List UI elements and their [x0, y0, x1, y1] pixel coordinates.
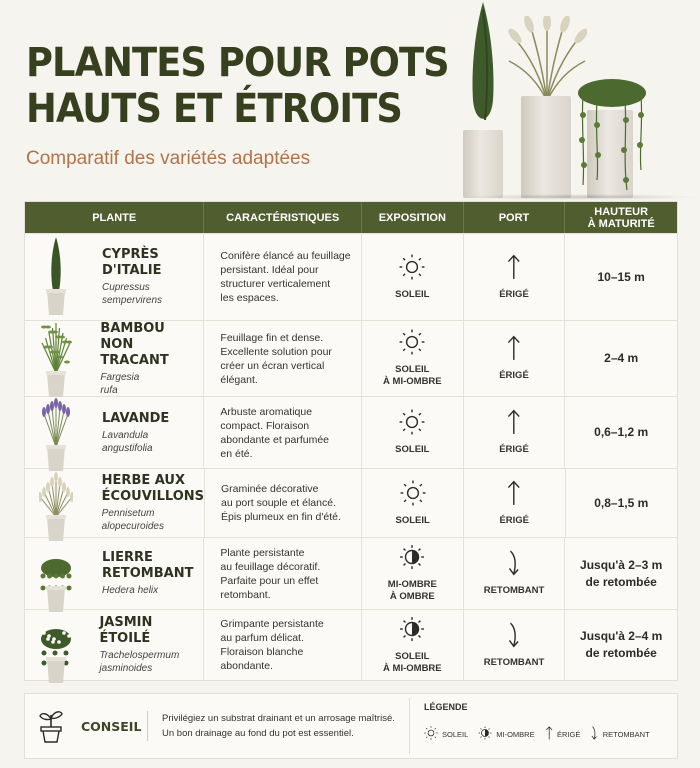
exposure-label: SOLEIL — [395, 444, 430, 455]
mature-height: 0,6–1,2 m — [594, 425, 649, 439]
arrow-up-icon — [545, 726, 553, 742]
legend-items — [424, 726, 650, 742]
habit-label: ÉRIGÉ — [499, 514, 529, 526]
plant-names — [87, 615, 203, 675]
plant-name: LAVANDE — [102, 410, 170, 426]
exposure-label: SOLEIL — [395, 288, 430, 300]
habit-label: RETOMBANT — [483, 656, 545, 668]
table-header — [25, 202, 677, 233]
plant-pot-icon — [25, 709, 77, 743]
plant-cell — [25, 397, 204, 468]
plant-thumbnail — [25, 538, 90, 609]
sun-icon — [424, 726, 438, 742]
hero-pot-middle — [521, 96, 571, 198]
half-shade-icon — [399, 544, 425, 575]
legend-label: RETOMBANT — [602, 729, 650, 739]
mature-height: Jusqu'à 2–4 m de retombée — [580, 629, 663, 660]
plant-names — [90, 247, 162, 307]
hero-cypress-foliage — [463, 0, 503, 135]
habit-cell — [464, 321, 566, 396]
plant-thumbnail — [25, 234, 90, 320]
hero-pot-left — [463, 130, 503, 198]
legend-label: SOLEIL — [442, 729, 469, 739]
sun-icon — [399, 254, 425, 285]
tip-title: CONSEIL — [81, 718, 142, 734]
plant-thumbnail — [25, 610, 87, 680]
plant-latin-name: Hedera helix — [102, 585, 159, 596]
legend-label: ÉRIGÉ — [557, 729, 581, 739]
plant-description: Feuillage fin et dense. Excellente solution pour créer un écran vertical élégant. — [204, 321, 362, 396]
arrow-trailing-icon — [590, 726, 598, 742]
page-title-line-2: HAUTS ET ÉTROITS — [26, 86, 402, 132]
plant-names — [90, 473, 204, 533]
table-body — [25, 233, 677, 680]
page-title-line-1: PLANTES POUR POTS — [26, 40, 449, 86]
legend-item — [478, 726, 534, 742]
plant-description: Conifère élancé au feuillage persistant. Idéal pour structurer verticalement les espaces. — [204, 234, 362, 320]
plant-latin-name: Cupressus sempervirens — [102, 282, 163, 306]
plant-latin-name: Lavandula angustifolia — [102, 429, 153, 454]
header-caracteristiques: CARACTÉRISTIQUES — [204, 202, 362, 233]
legend-item — [424, 726, 468, 742]
plant-name: CYPRÈS D'ITALIE — [102, 247, 162, 278]
tip-text: Privilégiez un substrat drainant et un arrosage maîtrisé. Un bon drainage au fond du pot est essentiel. — [147, 711, 399, 741]
plant-names — [90, 411, 169, 455]
arrow-up-icon — [506, 409, 522, 440]
comparison-table — [24, 201, 678, 681]
habit-label: ÉRIGÉ — [499, 370, 529, 381]
table-row — [25, 320, 677, 396]
arrow-up-icon — [506, 480, 522, 511]
hero-shadow — [455, 194, 700, 200]
plant-cell — [25, 610, 204, 680]
exposure-label: SOLEIL À MI-OMBRE — [383, 364, 442, 387]
header-port: PORT — [464, 202, 566, 233]
plant-latin-name: Pennisetum alopecuroides — [101, 508, 164, 532]
arrow-up-icon — [506, 254, 522, 285]
plant-cell — [25, 538, 204, 609]
page-header — [26, 40, 449, 170]
legend-item — [545, 726, 581, 742]
exposure-cell — [362, 538, 464, 609]
header-plante: PLANTE — [25, 202, 204, 233]
arrow-trailing-icon — [506, 622, 522, 653]
half-shade-icon — [399, 616, 425, 647]
plant-name: HERBE AUX ÉCOUVILLONS — [101, 473, 204, 504]
exposure-cell — [362, 469, 464, 537]
table-row — [25, 396, 677, 468]
habit-cell — [464, 469, 566, 537]
page-subtitle: Comparatif des variétés adaptées — [26, 148, 311, 169]
plant-description: Plante persistante au feuillage décoratif. Parfaite pour un effet retombant. — [204, 538, 362, 609]
mature-height: 10–15 m — [597, 269, 645, 284]
plant-latin-name: Fargesia rufa — [100, 371, 140, 396]
habit-cell — [464, 234, 566, 320]
exposure-cell — [362, 610, 464, 680]
habit-label: ÉRIGÉ — [499, 288, 529, 300]
plant-cell — [25, 321, 204, 396]
half-shade-icon — [478, 726, 492, 742]
arrow-up-icon — [506, 335, 522, 366]
hero-ivy-foliage — [575, 75, 650, 195]
habit-cell — [464, 397, 566, 468]
plant-name: JASMIN ÉTOILÉ — [99, 615, 153, 646]
exposure-label: MI-OMBRE À OMBRE — [387, 579, 437, 602]
header-hauteur: HAUTEUR À MATURITÉ — [587, 205, 655, 230]
exposure-cell — [362, 234, 464, 320]
header-exposition: EXPOSITION — [362, 202, 464, 233]
plant-names — [88, 321, 203, 397]
plant-description: Graminée décorative au port souple et élancé. Épis plumeux en fin d'été. — [205, 469, 362, 537]
mature-height: 2–4 m — [604, 351, 639, 365]
footer-panel — [24, 693, 678, 759]
plant-thumbnail — [25, 397, 90, 468]
legend-item — [590, 726, 649, 742]
habit-label: ÉRIGÉ — [499, 444, 529, 455]
legend-label: MI-OMBRE — [496, 729, 535, 739]
plant-description: Arbuste aromatique compact. Floraison abondante et parfumée en été. — [204, 397, 362, 468]
mature-height: Jusqu'à 2–3 m de retombée — [580, 557, 663, 589]
sun-icon — [399, 329, 425, 360]
sun-icon — [400, 480, 426, 511]
exposure-cell — [362, 321, 464, 396]
plant-thumbnail — [25, 469, 90, 537]
plant-name: BAMBOU NON TRACANT — [100, 320, 169, 368]
plant-description: Grimpante persistante au parfum délicat. Floraison blanche abondante. — [204, 610, 362, 680]
table-row — [25, 233, 677, 320]
plant-thumbnail — [25, 321, 88, 396]
plant-cell — [25, 234, 204, 320]
sun-icon — [399, 409, 425, 440]
legend — [409, 698, 650, 754]
table-row — [25, 537, 677, 609]
exposure-label: SOLEIL À MI-OMBRE — [383, 650, 442, 674]
legend-title: LÉGENDE — [424, 702, 468, 712]
table-row — [25, 609, 677, 680]
habit-cell — [464, 610, 566, 680]
plant-cell — [25, 469, 205, 537]
arrow-trailing-icon — [506, 550, 522, 581]
mature-height: 0,8–1,5 m — [594, 495, 649, 510]
table-row — [25, 468, 677, 537]
exposure-label: SOLEIL — [395, 514, 430, 526]
hero-illustration — [455, 0, 700, 200]
plant-latin-name: Trachelospermum jasminoides — [99, 650, 180, 674]
habit-cell — [464, 538, 566, 609]
exposure-cell — [362, 397, 464, 468]
habit-label: RETOMBANT — [483, 585, 545, 596]
plant-name: LIERRE RETOMBANT — [102, 550, 194, 581]
plant-names — [90, 550, 193, 597]
